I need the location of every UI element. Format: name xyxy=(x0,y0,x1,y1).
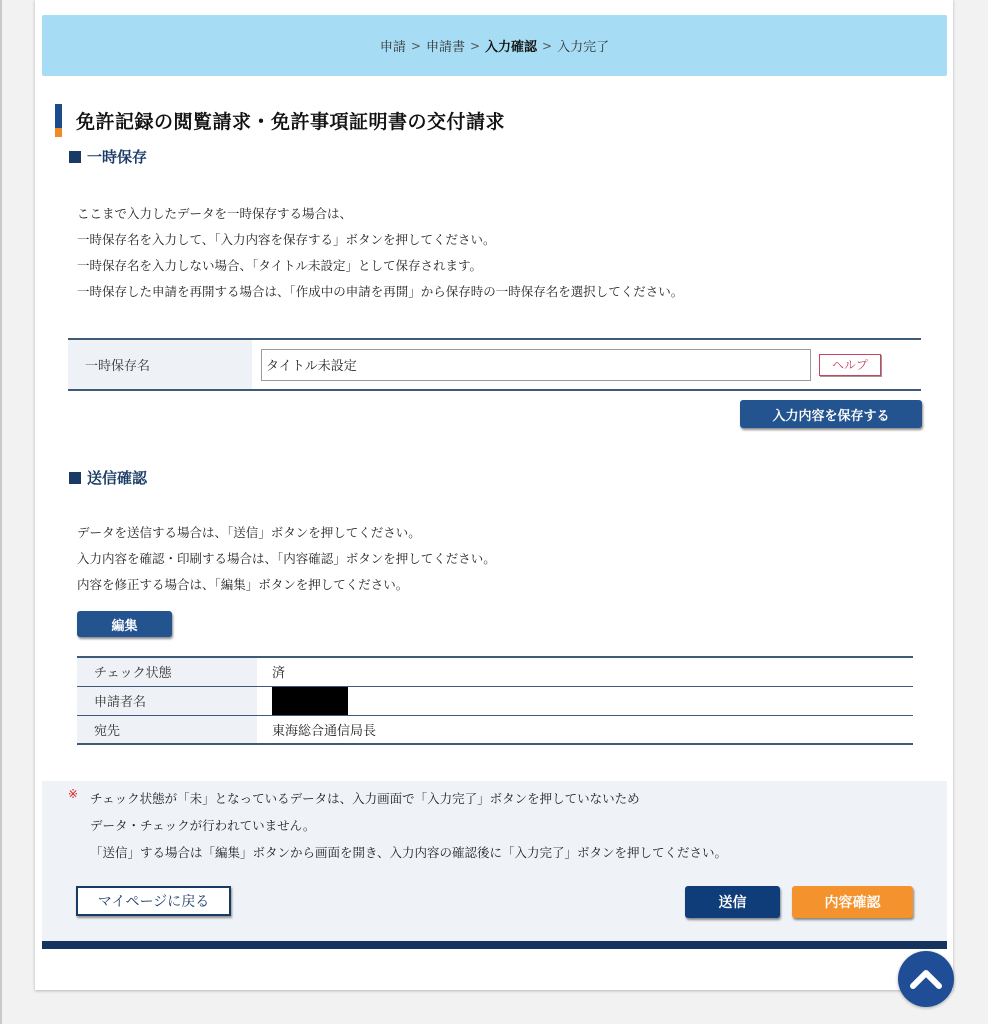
send-confirm-instructions xyxy=(77,520,496,598)
breadcrumb-separator: > xyxy=(469,38,481,53)
row-label-applicant-name: 申請者名 xyxy=(77,686,257,715)
instruction-line: データを送信する場合は、「送信」ボタンを押してください。 xyxy=(77,525,421,540)
page-title: 免許記録の閲覧請求・免許事項証明書の交付請求 xyxy=(76,110,506,133)
instruction-line: 一時保存名を入力しない場合、「タイトル未設定」として保存されます。 xyxy=(77,258,483,273)
redacted-block xyxy=(272,687,348,715)
temp-save-name-input[interactable]: タイトル未設定 xyxy=(261,349,811,381)
confirm-content-button[interactable]: 内容確認 xyxy=(792,886,913,918)
scroll-to-top-button[interactable] xyxy=(898,951,954,1007)
temp-save-instructions xyxy=(77,201,683,305)
temp-save-name-label: 一時保存名 xyxy=(68,340,252,389)
table-row xyxy=(77,686,913,715)
save-input-button[interactable]: 入力内容を保存する xyxy=(740,400,922,428)
breadcrumb-step-apply: 申請 xyxy=(379,40,406,55)
instruction-line: 内容を修正する場合は、「編集」ボタンを押してください。 xyxy=(77,577,409,592)
table-row xyxy=(77,657,913,686)
square-bullet-icon xyxy=(69,472,81,484)
section-heading-send-confirm xyxy=(69,467,147,488)
breadcrumb-step-input-complete: 入力完了 xyxy=(557,40,610,55)
edit-button[interactable]: 編集 xyxy=(77,611,172,637)
reference-mark-icon: ※ xyxy=(68,787,79,801)
notice-line: チェック状態が「未」となっているデータは、入力画面で「入力完了」ボタンを押していないため xyxy=(90,791,640,806)
help-button[interactable]: ヘルプ xyxy=(819,354,881,376)
chevron-up-icon xyxy=(909,968,943,990)
breadcrumb-separator: > xyxy=(542,38,553,53)
instruction-line: ここまで入力したデータを一時保存する場合は、 xyxy=(77,206,353,221)
section-heading-text: 送信確認 xyxy=(87,469,148,487)
row-value-recipient: 東海総合通信局長 xyxy=(272,723,377,739)
notice-line: 「送信」する場合は「編集」ボタンから画面を開き、入力内容の確認後に「入力完了」ボタンを押してください。 xyxy=(90,845,728,860)
breadcrumb-step-form: 申請書 xyxy=(425,40,465,55)
send-button[interactable]: 送信 xyxy=(685,886,780,918)
instruction-line: 一時保存名を入力して、「入力内容を保存する」ボタンを押してください。 xyxy=(77,232,496,247)
back-to-mypage-button[interactable]: マイページに戻る xyxy=(76,886,231,916)
breadcrumb xyxy=(42,15,947,76)
section-heading-temp-save xyxy=(69,146,147,167)
title-accent-bar xyxy=(55,104,62,137)
instruction-line: 一時保存した申請を再開する場合は、「作成中の申請を再開」から保存時の一時保存名を選択してください。 xyxy=(77,284,684,299)
square-bullet-icon xyxy=(69,151,81,163)
row-label-recipient: 宛先 xyxy=(77,715,257,744)
footer-bar xyxy=(42,941,947,949)
temp-save-form xyxy=(68,338,921,391)
section-heading-text: 一時保存 xyxy=(87,148,148,166)
window-edge xyxy=(0,0,2,1024)
instruction-line: 入力内容を確認・印刷する場合は、「内容確認」ボタンを押してください。 xyxy=(77,551,496,566)
main-content xyxy=(35,0,953,990)
breadcrumb-step-input-confirm: 入力確認 xyxy=(485,40,538,55)
row-label-check-status: チェック状態 xyxy=(77,657,257,686)
row-value-applicant-name xyxy=(257,686,913,715)
row-value-check-status: 済 xyxy=(272,666,286,682)
notice-panel xyxy=(42,781,947,941)
breadcrumb-separator: > xyxy=(410,38,421,53)
page-title-block xyxy=(55,103,505,137)
notice-line: データ・チェックが行われていません。 xyxy=(90,818,316,833)
table-row xyxy=(77,715,913,744)
application-summary-table xyxy=(77,656,913,745)
